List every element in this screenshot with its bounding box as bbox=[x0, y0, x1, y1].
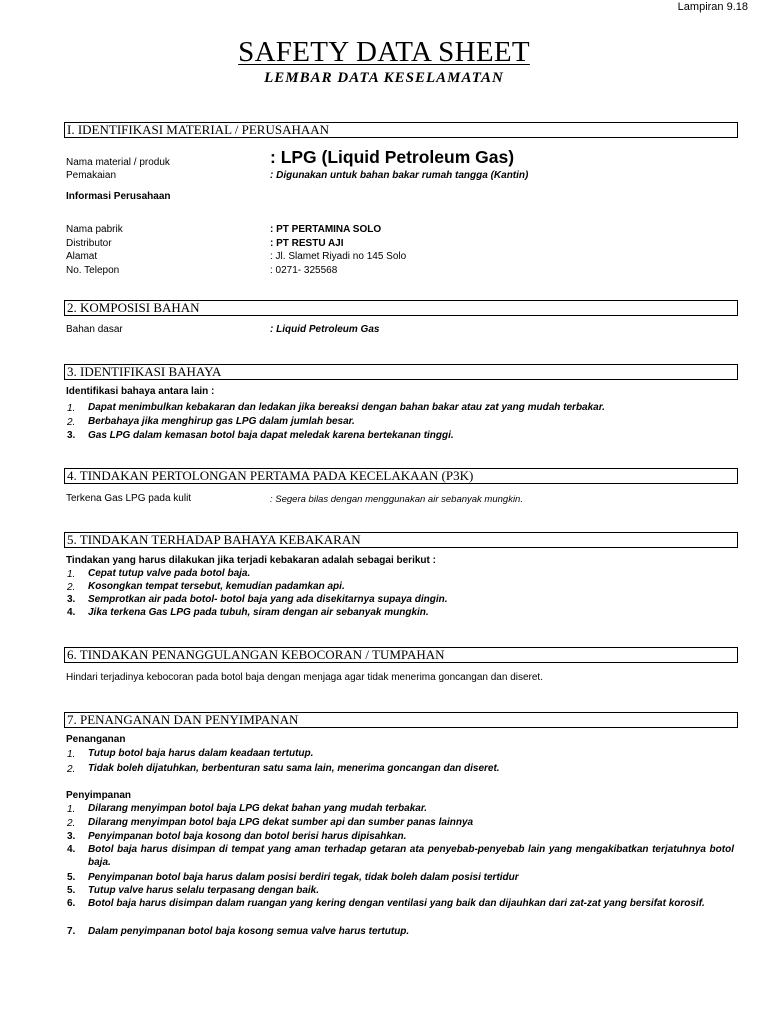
nama-material-value: : LPG (Liquid Petroleum Gas) bbox=[270, 147, 515, 167]
pemakaian-value: : Digunakan untuk bahan bakar rumah tangga (Kantin) bbox=[270, 170, 529, 181]
identifikasi-intro: Identifikasi bahaya antara lain : bbox=[66, 386, 215, 397]
nama-material-label: Nama material / produk bbox=[66, 157, 170, 168]
list-item: Jika terkena Gas LPG pada tubuh, siram dengan air sebanyak mungkin. bbox=[88, 607, 429, 618]
kebakaran-intro: Tindakan yang harus dilakukan jika terjadi kebakaran adalah sebagai berikut : bbox=[66, 555, 436, 566]
list-number: 2. bbox=[67, 582, 76, 593]
terkena-gas-value: : Segera bilas dengan menggunakan air sebanyak mungkin. bbox=[270, 494, 523, 505]
list-number: 4. bbox=[67, 844, 76, 855]
list-number: 1. bbox=[67, 403, 76, 414]
informasi-perusahaan-label: Informasi Perusahaan bbox=[66, 191, 171, 202]
list-item: Penyimpanan botol baja harus dalam posisi berdiri tegak, tidak boleh dalam posisi tertidur bbox=[88, 872, 519, 883]
bahan-dasar-value: : Liquid Petroleum Gas bbox=[270, 324, 380, 335]
section-2-heading: 2. KOMPOSISI BAHAN bbox=[64, 300, 738, 316]
list-number: 2. bbox=[67, 818, 76, 829]
list-number: 1. bbox=[67, 569, 76, 580]
nama-pabrik-label: Nama pabrik bbox=[66, 224, 123, 235]
list-number: 5. bbox=[67, 872, 76, 883]
section-5-heading: 5. TINDAKAN TERHADAP BAHAYA KEBAKARAN bbox=[64, 532, 738, 548]
list-item: Berbahaya jika menghirup gas LPG dalam jumlah besar. bbox=[88, 416, 355, 427]
list-item: Dilarang menyimpan botol baja LPG dekat bahan yang mudah terbakar. bbox=[88, 803, 427, 814]
list-number: 3. bbox=[67, 831, 76, 842]
section-1-heading: I. IDENTIFIKASI MATERIAL / PERUSAHAAN bbox=[64, 122, 738, 138]
penyimpanan-label: Penyimpanan bbox=[66, 790, 132, 801]
kebocoran-text: Hindari terjadinya kebocoran pada botol baja dengan menjaga agar tidak menerima goncangan dan diseret. bbox=[66, 672, 543, 683]
alamat-value: : Jl. Slamet Riyadi no 145 Solo bbox=[270, 251, 407, 262]
list-item: Tutup valve harus selalu terpasang dengan baik. bbox=[88, 885, 319, 896]
list-number: 7. bbox=[67, 926, 76, 937]
list-item: Dapat menimbulkan kebakaran dan ledakan jika bereaksi dengan bahan bakar atau zat yang mudah terbakar. bbox=[88, 402, 605, 413]
list-number: 2. bbox=[67, 764, 76, 775]
nama-pabrik-value: : PT PERTAMINA SOLO bbox=[270, 224, 382, 235]
telepon-label: No. Telepon bbox=[66, 265, 120, 276]
list-number: 5. bbox=[67, 885, 76, 896]
list-number: 2. bbox=[67, 417, 76, 428]
list-number: 4. bbox=[67, 607, 76, 618]
list-item: Dilarang menyimpan botol baja LPG dekat sumber api dan sumber panas lainnya bbox=[88, 817, 474, 828]
page-subtitle: LEMBAR DATA KESELAMATAN bbox=[264, 70, 504, 86]
list-item: Botol baja harus disimpan dalam ruangan yang kering dengan ventilasi yang baik dan dijauhkan dari zat-zat yang bersifat korosif. bbox=[88, 898, 705, 909]
telepon-value: : 0271- 325568 bbox=[270, 265, 338, 276]
page-title bbox=[0, 36, 768, 69]
alamat-label: Alamat bbox=[66, 251, 98, 262]
terkena-gas-label: Terkena Gas LPG pada kulit bbox=[66, 493, 192, 504]
list-number: 1. bbox=[67, 749, 76, 760]
list-number: 3. bbox=[67, 594, 76, 605]
bahan-dasar-label: Bahan dasar bbox=[66, 324, 123, 335]
section-3-heading: 3. IDENTIFIKASI BAHAYA bbox=[64, 364, 738, 380]
list-item: Penyimpanan botol baja kosong dan botol berisi harus dipisahkan. bbox=[88, 831, 407, 842]
section-4-heading: 4. TINDAKAN PERTOLONGAN PERTAMA PADA KECELAKAAN (P3K) bbox=[64, 468, 738, 484]
list-item: Tutup botol baja harus dalam keadaan tertutup. bbox=[88, 748, 314, 759]
page-title-text: SAFETY DATA SHEET bbox=[238, 36, 530, 68]
penanganan-label: Penanganan bbox=[66, 734, 126, 745]
list-item: Botol baja harus disimpan di tempat yang aman terhadap getaran ata penyebab-penyebab lain yang mengakibatkan terjatuhnya botol baja. bbox=[88, 844, 734, 868]
list-item: Kosongkan tempat tersebut, kemudian padamkan api. bbox=[88, 581, 345, 592]
list-item: Dalam penyimpanan botol baja kosong semua valve harus tertutup. bbox=[88, 926, 410, 937]
distributor-label: Distributor bbox=[66, 238, 112, 249]
list-number: 6. bbox=[67, 898, 76, 909]
distributor-value: : PT RESTU AJI bbox=[270, 238, 344, 249]
list-item: Cepat tutup valve pada botol baja. bbox=[88, 568, 251, 579]
list-item: Semprotkan air pada botol- botol baja yang ada disekitarnya supaya dingin. bbox=[88, 594, 448, 605]
list-item: Tidak boleh dijatuhkan, berbenturan satu sama lain, menerima goncangan dan diseret. bbox=[88, 763, 500, 774]
section-7-heading: 7. PENANGANAN DAN PENYIMPANAN bbox=[64, 712, 738, 728]
pemakaian-label: Pemakaian bbox=[66, 170, 117, 181]
section-6-heading: 6. TINDAKAN PENANGGULANGAN KEBOCORAN / TUMPAHAN bbox=[64, 647, 738, 663]
list-number: 1. bbox=[67, 804, 76, 815]
list-number: 3. bbox=[67, 430, 76, 441]
list-item: Gas LPG dalam kemasan botol baja dapat meledak karena bertekanan tinggi. bbox=[88, 430, 454, 441]
lampiran-label: Lampiran 9.18 bbox=[677, 1, 748, 13]
